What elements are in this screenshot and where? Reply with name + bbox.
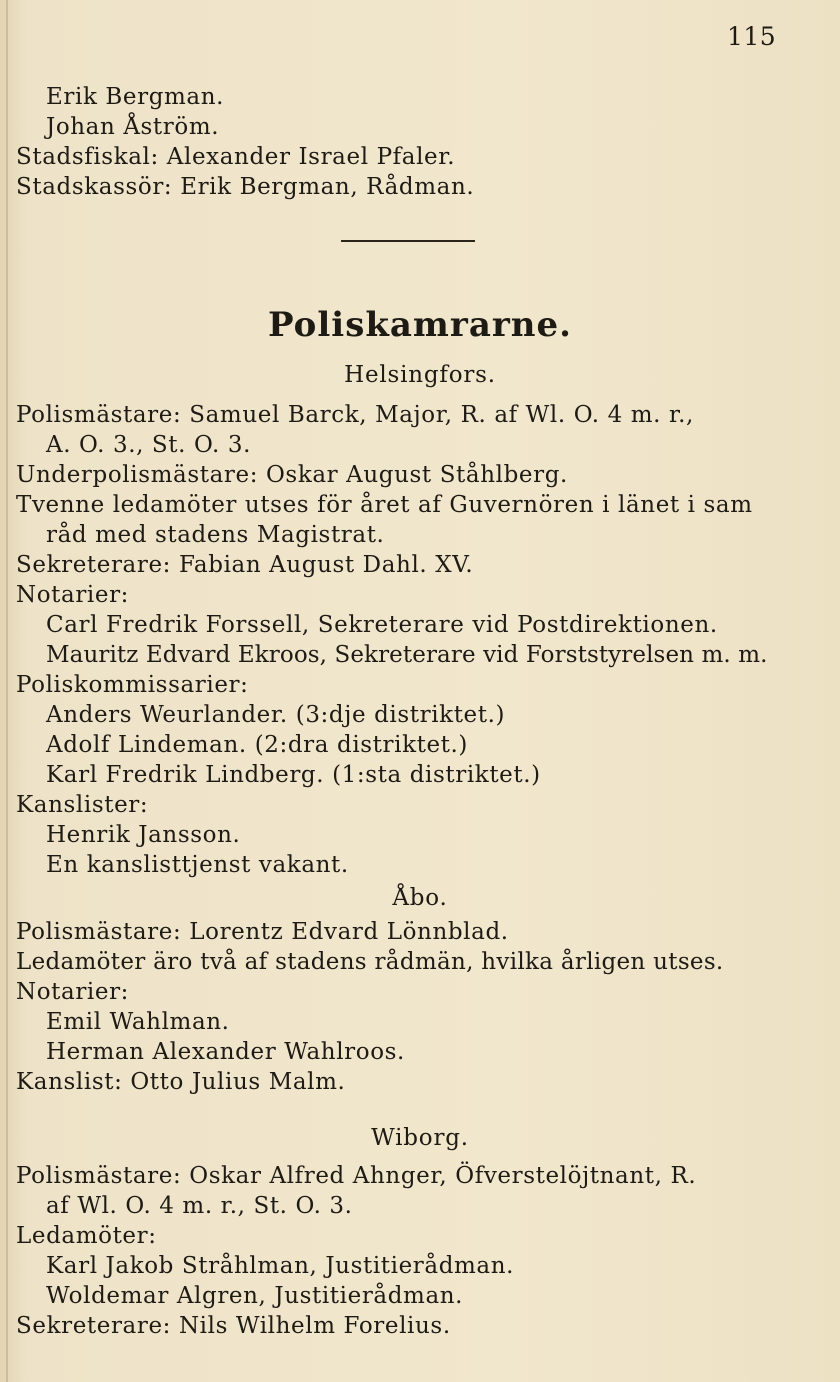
page-edge-shadow [6, 0, 8, 1382]
text-line: Henrik Jansson. [46, 822, 241, 848]
city-heading-wiborg: Wiborg. [371, 1125, 469, 1151]
text-line: af Wl. O. 4 m. r., St. O. 3. [46, 1193, 353, 1219]
text-line: råd med stadens Magistrat. [46, 522, 385, 548]
text-line: Erik Bergman. [46, 84, 225, 110]
text-line: Kanslist: Otto Julius Malm. [16, 1069, 346, 1095]
city-heading-abo: Åbo. [392, 885, 448, 911]
text-line: Notarier: [16, 979, 130, 1005]
text-line: Anders Weurlander. (3:dje distriktet.) [46, 702, 506, 728]
text-line: Emil Wahlman. [46, 1009, 230, 1035]
text-line: Herman Alexander Wahlroos. [46, 1039, 405, 1065]
text-line: A. O. 3., St. O. 3. [46, 432, 252, 458]
section-divider [341, 240, 475, 242]
text-line: Karl Fredrik Lindberg. (1:sta distriktet.) [46, 762, 541, 788]
text-line: Stadsfiskal: Alexander Israel Pfaler. [16, 144, 456, 170]
section-title: Poliskamrarne. [268, 305, 572, 345]
text-line: Adolf Lindeman. (2:dra distriktet.) [46, 732, 468, 758]
text-line: Johan Åström. [46, 114, 220, 140]
text-line: Mauritz Edvard Ekroos, Sekreterare vid Forststyrelsen m. m. [46, 642, 768, 668]
text-line: Polismästare: Oskar Alfred Ahnger, Öfverstelöjtnant, R. [16, 1163, 697, 1189]
city-heading-helsingfors: Helsingfors. [344, 362, 496, 388]
text-line: Polismästare: Samuel Barck, Major, R. af Wl. O. 4 m. r., [16, 402, 694, 428]
text-line: Carl Fredrik Forssell, Sekreterare vid Postdirektionen. [46, 612, 718, 638]
text-line: Stadskassör: Erik Bergman, Rådman. [16, 174, 475, 200]
text-line: Kanslister: [16, 792, 149, 818]
text-line: Sekreterare: Nils Wilhelm Forelius. [16, 1313, 451, 1339]
text-line: Tvenne ledamöter utses för året af Guvernören i länet i sam [16, 492, 753, 518]
text-line: Ledamöter äro två af stadens rådmän, hvilka årligen utses. [16, 949, 724, 975]
text-line: Poliskommissarier: [16, 672, 249, 698]
text-line: Woldemar Algren, Justitierådman. [46, 1283, 464, 1309]
text-line: Polismästare: Lorentz Edvard Lönnblad. [16, 919, 509, 945]
text-line: Karl Jakob Stråhlman, Justitierådman. [46, 1253, 515, 1279]
page-number: 115 [727, 22, 777, 51]
text-line: Underpolismästare: Oskar August Ståhlberg. [16, 462, 568, 488]
text-line: Ledamöter: [16, 1223, 157, 1249]
text-line: Notarier: [16, 582, 130, 608]
text-line: Sekreterare: Fabian August Dahl. XV. [16, 552, 474, 578]
text-line: En kanslisttjenst vakant. [46, 852, 349, 878]
